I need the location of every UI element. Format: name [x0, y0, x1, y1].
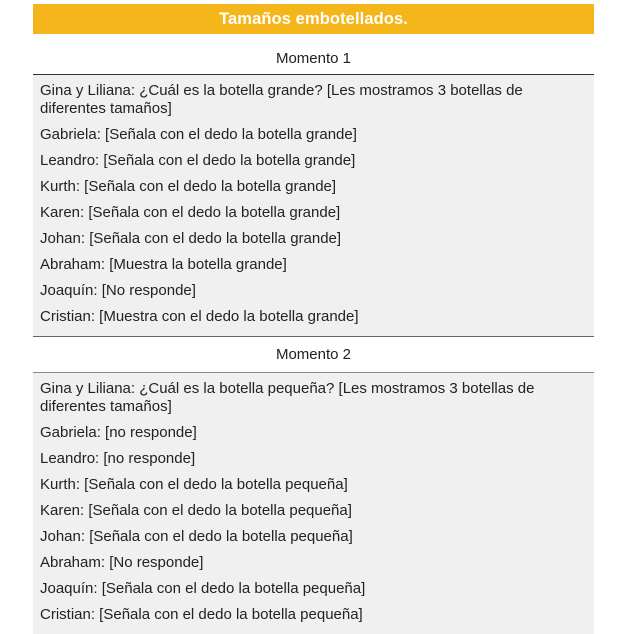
- dialogue-line: Kurth: [Señala con el dedo la botella pequeña]: [40, 476, 348, 493]
- dialogue-line: Gina y Liliana: ¿Cuál es la botella grande? [Les mostramos 3 botellas de diferentes tamaños]: [40, 82, 523, 117]
- dialogue-line: Gabriela: [Señala con el dedo la botella grande]: [40, 126, 357, 143]
- dialogue-line: Abraham: [Muestra la botella grande]: [40, 256, 287, 273]
- table-title: Tamaños embotellados.: [33, 4, 594, 34]
- dialogue-line: Joaquín: [No responde]: [40, 282, 196, 299]
- dialogue-line: Karen: [Señala con el dedo la botella grande]: [40, 204, 341, 221]
- dialogue-line: Leandro: [no responde]: [40, 450, 196, 467]
- section-body-momento-1: [33, 75, 594, 336]
- dialogue-line: Cristian: [Muestra con el dedo la botella grande]: [40, 308, 359, 325]
- section-header-momento-2: Momento 2: [33, 336, 594, 373]
- dialogue-line: Gabriela: [no responde]: [40, 424, 197, 441]
- section-header-momento-1: Momento 1: [33, 42, 594, 75]
- dialogue-line: Johan: [Señala con el dedo la botella grande]: [40, 230, 342, 247]
- dialogue-line: Cristian: [Señala con el dedo la botella pequeña]: [40, 606, 363, 623]
- section-body-momento-2: [33, 373, 594, 634]
- dialogue-line: Abraham: [No responde]: [40, 554, 204, 571]
- dialogue-line: Kurth: [Señala con el dedo la botella grande]: [40, 178, 337, 195]
- dialogue-line: Johan: [Señala con el dedo la botella pequeña]: [40, 528, 353, 545]
- dialogue-line: Leandro: [Señala con el dedo la botella grande]: [40, 152, 356, 169]
- dialogue-line: Karen: [Señala con el dedo la botella pequeña]: [40, 502, 352, 519]
- dialogue-line: Gina y Liliana: ¿Cuál es la botella pequeña? [Les mostramos 3 botellas de diferentes tamaños]: [40, 380, 535, 415]
- document-table: [33, 4, 594, 634]
- dialogue-line: Joaquín: [Señala con el dedo la botella pequeña]: [40, 580, 366, 597]
